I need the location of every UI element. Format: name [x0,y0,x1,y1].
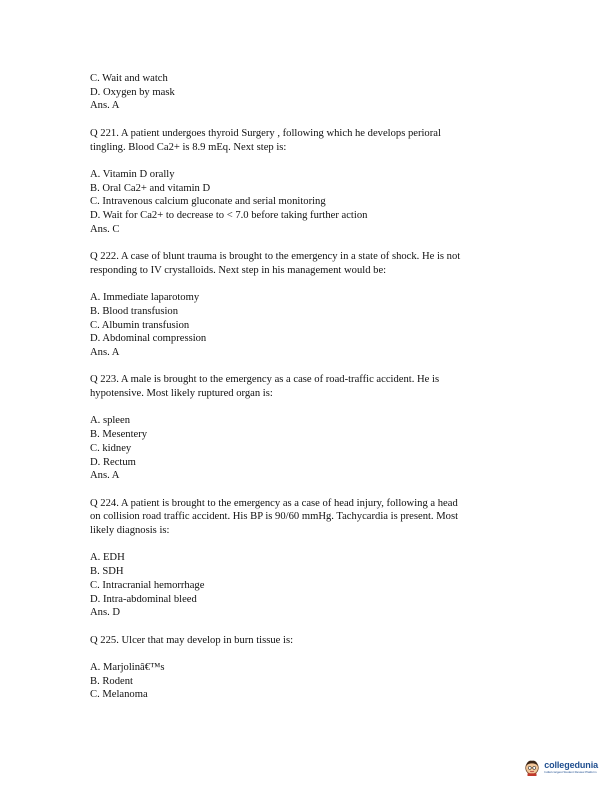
spacer [90,360,530,374]
question-text: Q 221. A patient undergoes thyroid Surgery , following which he develops perioral [90,127,441,139]
collegedunia-logo[interactable] [523,758,598,776]
spacer [90,154,530,168]
question-block-223 [90,373,530,483]
answer: Ans. A [90,347,120,358]
question-text: Q 224. A patient is brought to the emergency as a case of head injury, following a head [90,497,458,509]
question-block-222 [90,250,530,360]
logo-name: collegedunia [544,760,598,770]
spacer [90,620,530,634]
question-text: likely diagnosis is: [90,525,170,537]
question-text: on collision road traffic accident. His BP is 90/60 mmHg. Tachycardia is present. Most [90,511,459,523]
option-c: C. Melanoma [90,689,148,701]
document-page [90,72,530,702]
mascot-icon [523,758,541,776]
spacer [90,278,530,292]
question-block-221 [90,127,530,237]
prev-question-block [90,72,530,113]
spacer [90,538,530,552]
spacer [90,483,530,497]
question-text: Q 222. A case of blunt trauma is brought to the emergency in a state of shock. He is not [90,251,461,263]
option-d: D. Intra-abdominal bleed [90,593,197,605]
option-b: B. SDH [90,566,124,578]
option-c: C. kidney [90,442,132,454]
option-c: C. Intravenous calcium gluconate and serial monitoring [90,196,326,208]
spacer [90,113,530,127]
question-text: responding to IV crystalloids. Next step in his management would be: [90,264,387,276]
option-a: A. spleen [90,415,131,427]
spacer [90,401,530,415]
answer: Ans. A [90,470,120,482]
question-text: hypotensive. Most likely ruptured organ is: [90,388,273,400]
option-b: B. Blood transfusion [90,305,178,317]
question-text: tingling. Blood Ca2+ is 8.9 mEq. Next step is: [90,141,287,153]
spacer [90,647,530,661]
logo-tagline: India's largest Student Review Platform [544,770,597,774]
option-c: C. Wait and watch [90,73,168,84]
option-a: A. EDH [90,552,125,564]
option-d: D. Wait for Ca2+ to decrease to < 7.0 before taking further action [90,210,368,221]
logo-text [544,760,598,774]
option-c: C. Albumin transfusion [90,319,190,331]
option-a: A. Immediate laparotomy [90,292,200,304]
option-d: D. Rectum [90,456,136,468]
option-b: B. Oral Ca2+ and vitamin D [90,182,211,194]
option-d: D. Oxygen by mask [90,86,175,98]
option-b: B. Rodent [90,675,133,687]
answer: Ans. D [90,607,121,619]
option-a: A. Vitamin D orally [90,168,175,180]
question-block-225 [90,634,530,703]
spacer [90,236,530,250]
option-c: C. Intracranial hemorrhage [90,579,205,591]
answer: Ans. C [90,223,120,235]
answer: Ans. A [90,100,120,112]
option-d: D. Abdominal compression [90,333,207,345]
option-b: B. Mesentery [90,429,148,441]
question-block-224 [90,497,530,620]
question-text: Q 225. Ulcer that may develop in burn tissue is: [90,634,294,646]
question-text: Q 223. A male is brought to the emergency as a case of road-traffic accident. He is [90,374,440,386]
option-a: A. Marjolinâ€™s [90,662,165,674]
